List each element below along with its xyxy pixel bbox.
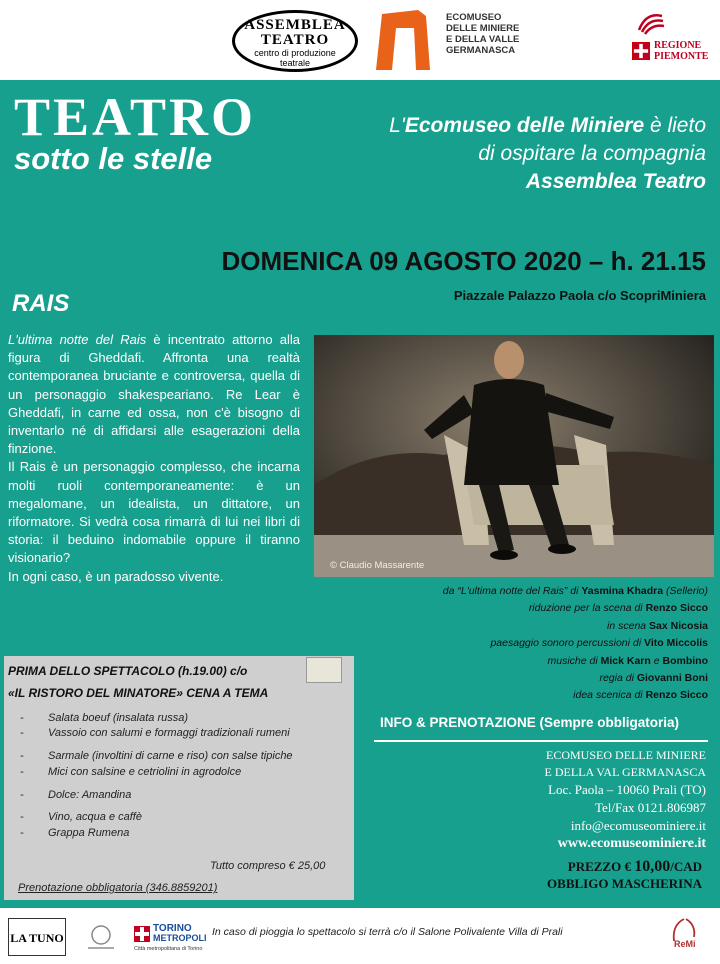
- ecomuseo-logo-text: ECOMUSEO DELLE MINIERE E DELLA VALLE GERMANASCA: [446, 12, 520, 56]
- info-email-link[interactable]: info@ecomuseominiere.it: [570, 818, 706, 833]
- torino-metropoli-logo: TORINO METROPOLI Città metropolitana di Torino: [134, 923, 207, 952]
- poster-subtitle: sotto le stelle: [14, 141, 213, 176]
- partner-crest-icon: [82, 922, 120, 952]
- info-phone: Tel/Fax 0121.806987: [594, 800, 706, 815]
- show-title: RAIS: [12, 290, 70, 317]
- remi-logo: ReMi: [660, 915, 710, 959]
- info-heading: INFO & PRENOTAZIONE (Sempre obbligatoria): [380, 715, 680, 730]
- photo-credit: © Claudio Massarente: [330, 560, 425, 571]
- info-address: Loc. Paola – 10060 Prali (TO): [548, 782, 706, 797]
- credit-line: regia di Giovanni Boni: [599, 672, 708, 685]
- logo-text: ASSEMBLEA: [244, 17, 346, 33]
- info-org: E DELLA VAL GERMANASCA: [544, 765, 706, 779]
- regione-swirl-icon: [636, 10, 666, 36]
- header: [0, 0, 720, 80]
- show-credits: [330, 583, 708, 705]
- intro-text: L'Ecomuseo delle Miniere è lieto di ospitare la compagnia Assemblea Teatro: [389, 114, 706, 193]
- show-photo: [314, 335, 714, 577]
- logo-text: teatrale: [279, 58, 311, 68]
- ecomuseo-logo-icon: [368, 6, 440, 74]
- info-divider: [374, 740, 708, 742]
- info-org: ECOMUSEO DELLE MINIERE: [546, 748, 706, 762]
- info-website-link[interactable]: www.ecomuseominiere.it: [557, 836, 706, 851]
- credit-line: da “L'ultima notte del Rais” di Yasmina Khadra (Sellerio): [442, 585, 708, 597]
- event-date: DOMENICA 09 AGOSTO 2020 – h. 21.15: [221, 246, 706, 276]
- menu-heading: PRIMA DELLO SPETTACOLO (h.19.00) c/o: [8, 664, 248, 678]
- regione-logo-text: REGIONE PIEMONTE: [654, 40, 709, 62]
- assemblea-teatro-logo: [232, 10, 358, 72]
- credit-line: idea scenica di Renzo Sicco: [573, 689, 708, 702]
- ticket-price: PREZZO € 10,00/CAD OBBLIGO MASCHERINA: [547, 858, 702, 891]
- logo-text: centro di produzione: [254, 48, 336, 58]
- rain-notice: In caso di pioggia lo spettacolo si terrà c/o il Salone Polivalente Villa di Prali: [212, 926, 563, 938]
- poster-title: TEATRO: [14, 87, 257, 147]
- show-description: L'ultima notte del Rais è incentrato attorno alla figura di Gheddafi. Affronta una realtà contemporanea bruciante e controversa, quella di un personaggio shakespeariano. Re Lear è Gheddafi, in carne ed ossa, non c'è bisogno di inventarlo né di affidarsi alle esagerazioni della finzione. Il Rais è un personaggio complesso, che incarna molti ruoli contemporaneamente: è un megalomane, un idealista, un dittatore, un riformatore. Si vedrà cosa rimarrà di lui nei libri di storia: il beduino indomabile oppure il tiranno visionario? In ogni caso, è un paradosso vivente.: [8, 332, 300, 584]
- regione-flag-icon: [632, 42, 650, 60]
- credit-line: riduzione per la scena di Renzo Sicco: [528, 602, 708, 615]
- credit-line: in scena Sax Nicosia: [607, 619, 708, 632]
- menu-subheading: «IL RISTORO DEL MINATORE» CENA A TEMA: [8, 686, 269, 700]
- logo-text: TEATRO: [260, 32, 330, 48]
- ristoro-logo-icon: [306, 657, 342, 683]
- menu-total-price: Tutto compreso € 25,00: [210, 860, 326, 872]
- latuno-logo: LA TUNO: [8, 918, 66, 956]
- credit-line: musiche di Mick Karn e Bombino: [547, 654, 708, 667]
- event-venue: Piazzale Palazzo Paola c/o ScopriMiniera: [453, 288, 706, 303]
- menu-booking-phone: Prenotazione obbligatoria (346.8859201): [18, 882, 218, 894]
- credit-line: paesaggio sonoro percussioni di Vito Miccolis: [490, 637, 708, 650]
